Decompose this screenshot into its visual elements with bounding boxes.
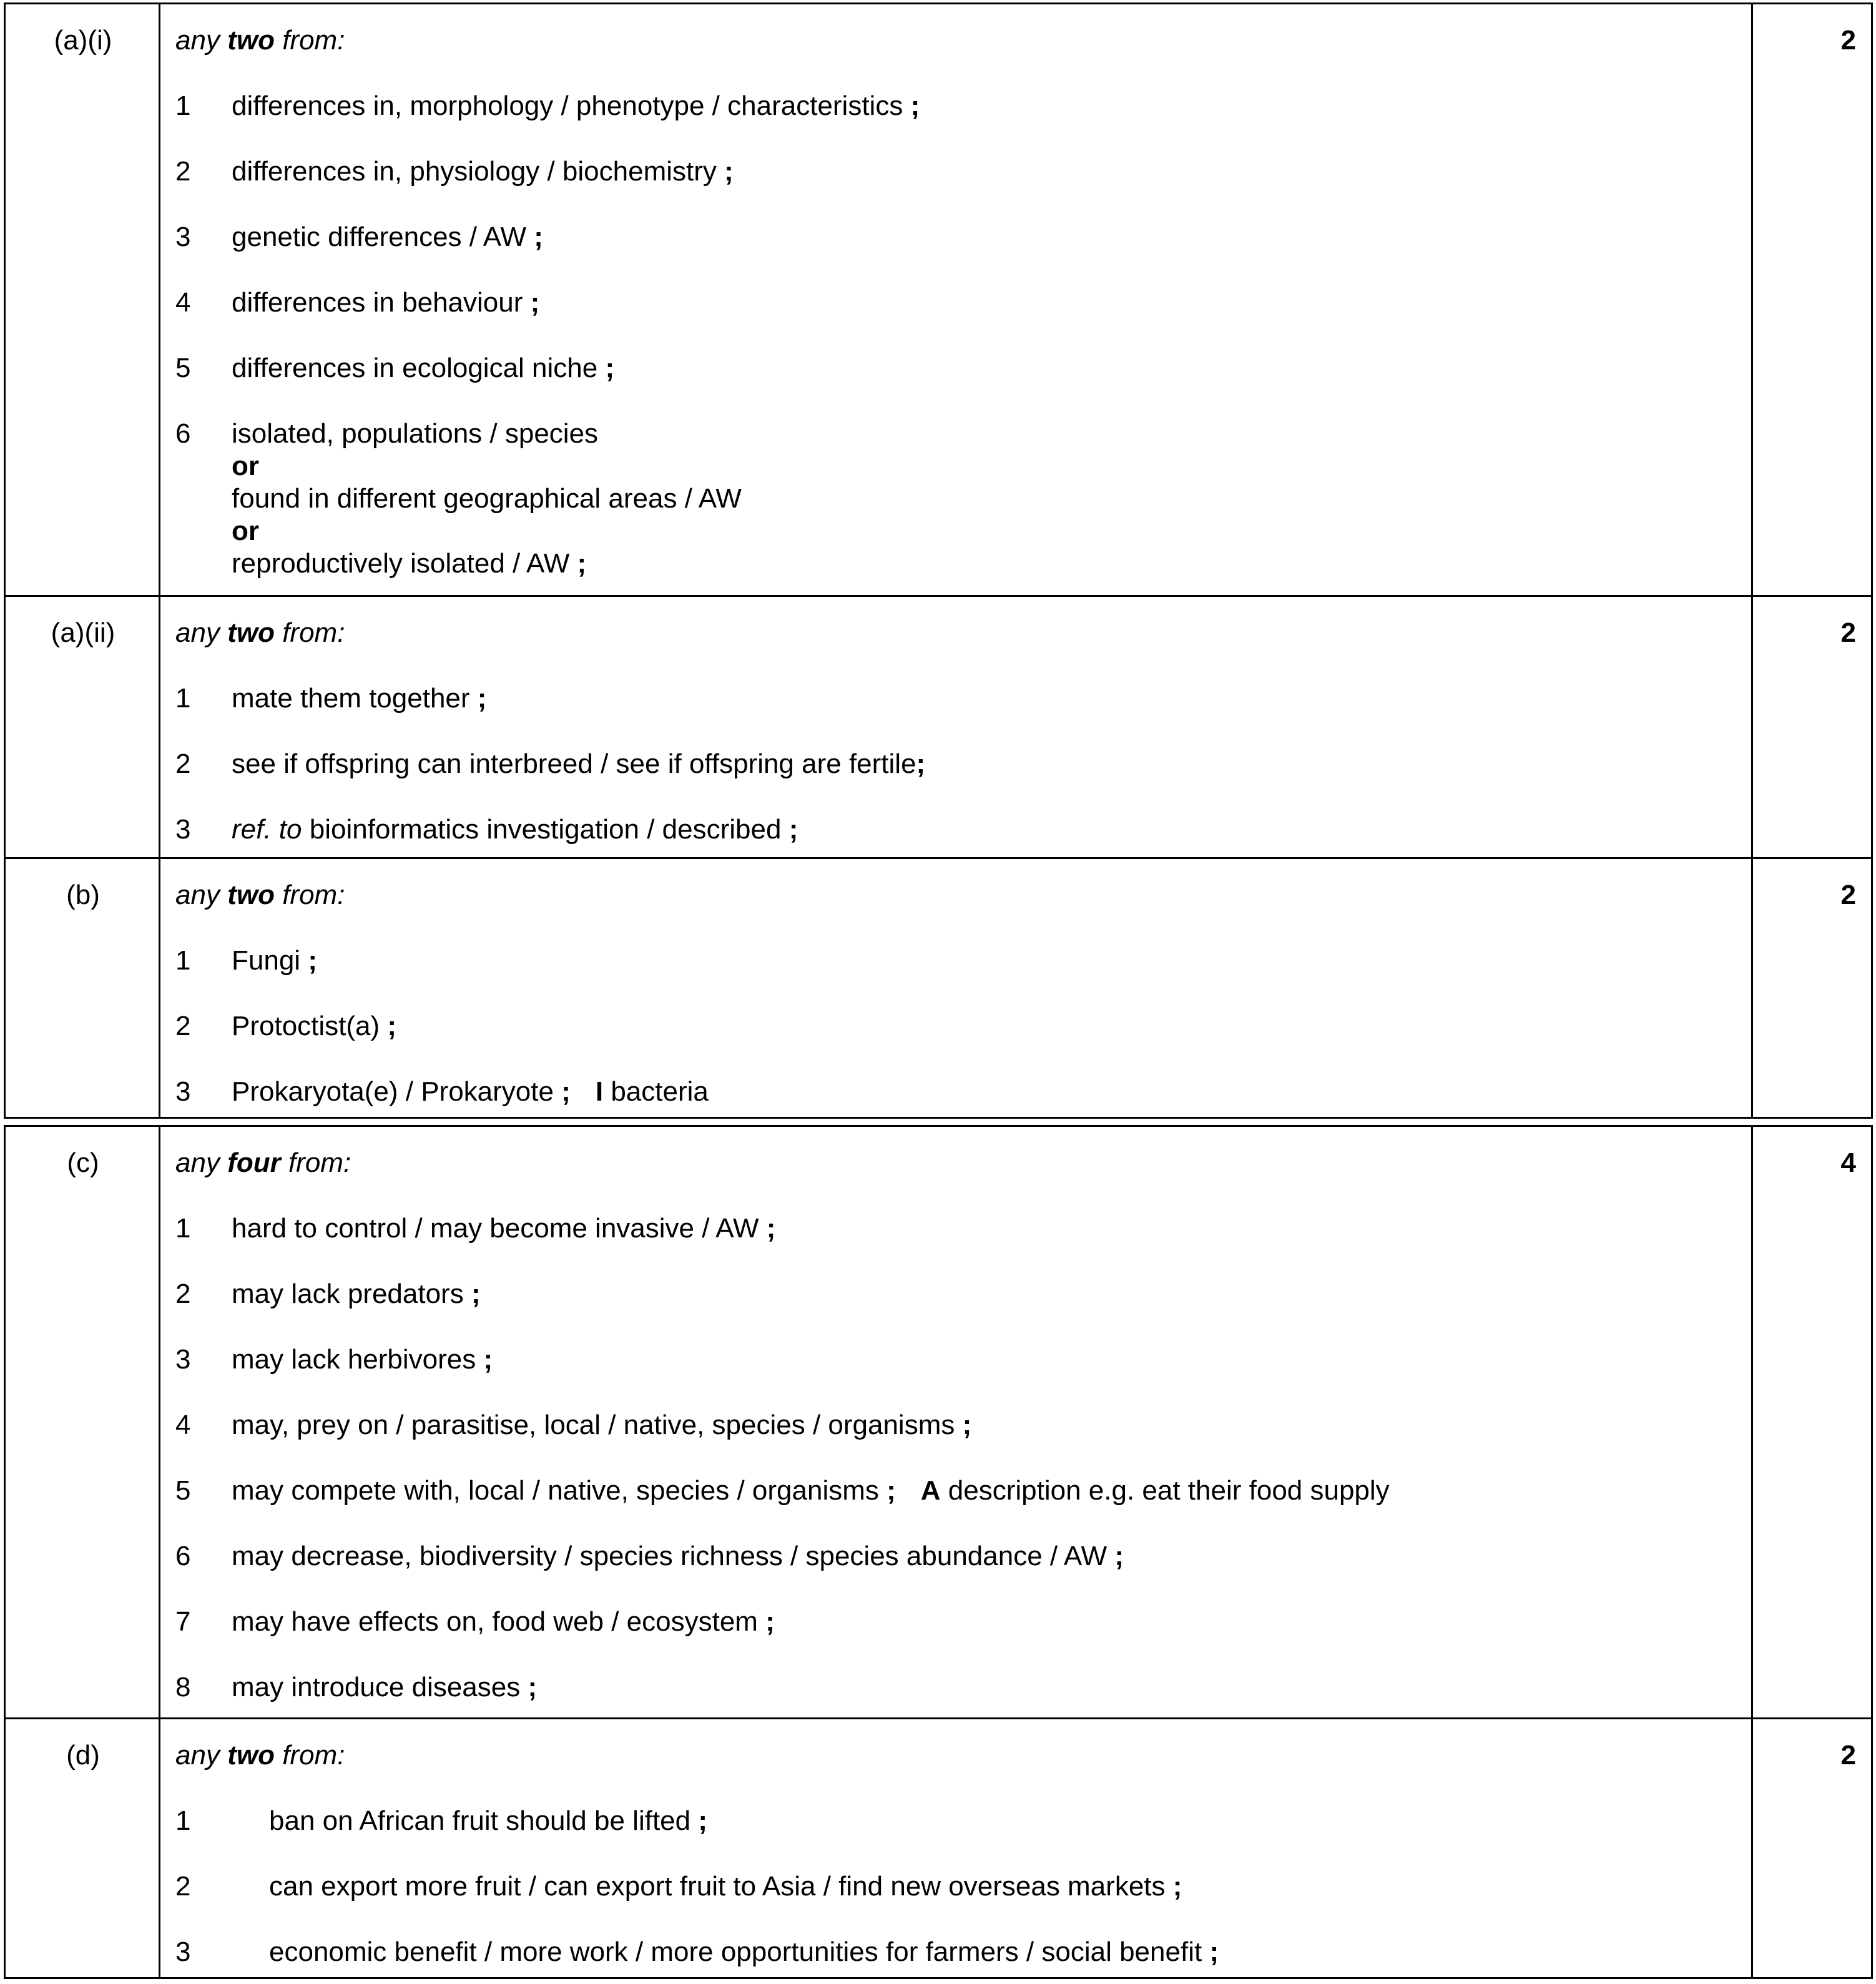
answer-point (175, 945, 1740, 977)
point-number: 5 (175, 1475, 191, 1506)
point-text: bioinformatics investigation / described (309, 814, 782, 845)
or-connector: or (232, 516, 259, 546)
mark-point-separator: ; (534, 222, 543, 252)
answer-intro: any two from: (175, 25, 345, 56)
mark-point-separator: ; (1172, 1871, 1182, 1902)
mark-point-separator: ; (530, 287, 540, 318)
point-text: may decrease, biodiversity / species richness / species abundance / AW (232, 1541, 1107, 1571)
note-text: bacteria (611, 1076, 709, 1107)
point-number: 3 (175, 814, 191, 845)
point-number: 4 (175, 287, 191, 318)
point-text: can export more fruit / can export fruit to Asia / find new overseas markets (269, 1871, 1166, 1902)
point-text: differences in ecological niche (232, 353, 598, 383)
answer-point (175, 1076, 1740, 1108)
answer-point (175, 1278, 1740, 1310)
point-number: 2 (175, 749, 191, 779)
mark-point-separator: ; (483, 1344, 493, 1375)
point-text: differences in behaviour (232, 287, 523, 318)
question-row-c (6, 1127, 1871, 1717)
answer-point (175, 90, 1740, 122)
answer-intro: any two from: (175, 617, 345, 648)
question-column (6, 4, 160, 595)
question-row-d (6, 1717, 1871, 1977)
mark-scheme-table-1 (4, 2, 1873, 1119)
question-row-a-ii (6, 595, 1871, 857)
question-column (6, 1127, 160, 1717)
answer-content (175, 24, 1740, 580)
answer-point (175, 1870, 1740, 1903)
marks-value: 4 (1840, 1147, 1856, 1178)
point-text: see if offspring can interbreed / see if offspring are fertile (232, 749, 916, 779)
answer-point (175, 1540, 1740, 1573)
point-number: 2 (175, 1871, 191, 1902)
mark-point-separator: ; (528, 1672, 538, 1702)
answer-point (175, 1212, 1740, 1245)
point-text: differences in, physiology / biochemistry (232, 156, 717, 187)
point-number: 7 (175, 1606, 191, 1637)
or-connector: or (232, 451, 259, 481)
answer-point (175, 748, 1740, 780)
answer-point (175, 1671, 1740, 1704)
mark-point-separator: ; (766, 1213, 776, 1244)
accept-key: A (920, 1475, 941, 1506)
point-text: may, prey on / parasitise, local / native, species / organisms (232, 1410, 955, 1440)
mark-point-separator: ; (387, 1011, 397, 1041)
point-text: isolated, populations / species (232, 418, 599, 449)
point-number: 2 (175, 1011, 191, 1041)
marks-column (1751, 4, 1871, 595)
point-text: may lack predators (232, 1279, 464, 1309)
marks-value: 2 (1840, 617, 1856, 648)
answer-content (175, 1739, 1740, 1968)
answer-point (175, 1805, 1740, 1837)
mark-point-separator: ; (765, 1606, 775, 1637)
mark-point-separator: ; (962, 1410, 972, 1440)
marks-value: 2 (1840, 1740, 1856, 1770)
answer-content (175, 617, 1740, 846)
answer-point (175, 418, 1740, 580)
ignore-key: I (595, 1076, 604, 1107)
answer-point (175, 1409, 1740, 1441)
answer-point (175, 352, 1740, 385)
point-number: 8 (175, 1672, 191, 1702)
point-text: reproductively isolated / AW (232, 548, 570, 579)
question-label: (a)(ii) (51, 617, 115, 648)
answer-point (175, 1343, 1740, 1376)
point-number: 1 (175, 1213, 191, 1244)
point-number: 3 (175, 222, 191, 252)
mark-point-separator: ; (308, 945, 317, 976)
answer-point (175, 1936, 1740, 1968)
point-text: Prokaryota(e) / Prokaryote (232, 1076, 554, 1107)
point-number: 2 (175, 1279, 191, 1309)
answer-intro: any two from: (175, 1740, 345, 1770)
answer-intro: any four from: (175, 1147, 351, 1178)
point-text: Protoctist(a) (232, 1011, 380, 1041)
mark-point-separator: ; (698, 1805, 707, 1836)
mark-scheme-table-2 (4, 1125, 1873, 1979)
answer-point (175, 155, 1740, 188)
mark-point-separator: ; (577, 548, 587, 579)
answer-content (175, 1147, 1740, 1704)
point-number: 6 (175, 1541, 191, 1571)
answer-intro: any two from: (175, 880, 345, 910)
answer-point (175, 1010, 1740, 1043)
question-label: (a)(i) (54, 25, 112, 56)
note-text: description e.g. eat their food supply (948, 1475, 1390, 1506)
mark-point-separator: ; (477, 683, 487, 714)
point-number: 1 (175, 945, 191, 976)
answer-point (175, 221, 1740, 253)
point-number: 4 (175, 1410, 191, 1440)
point-text: may compete with, local / native, species / organisms (232, 1475, 879, 1506)
marks-column (1751, 1127, 1871, 1717)
mark-point-separator: ; (1209, 1937, 1219, 1967)
point-number: 3 (175, 1076, 191, 1107)
mark-point-separator: ; (561, 1076, 571, 1107)
answer-point (175, 1475, 1740, 1507)
point-text: may have effects on, food web / ecosystem (232, 1606, 758, 1637)
marks-value: 2 (1840, 880, 1856, 910)
mark-point-separator: ; (910, 91, 920, 121)
point-text: mate them together (232, 683, 470, 714)
mark-point-separator: ; (916, 749, 926, 779)
point-text: economic benefit / more work / more opportunities for farmers / social benefit (269, 1937, 1202, 1967)
mark-point-separator: ; (605, 353, 615, 383)
mark-point-separator: ; (788, 814, 798, 845)
point-text: Fungi (232, 945, 301, 976)
question-label: (c) (67, 1147, 99, 1178)
mark-point-separator: ; (724, 156, 734, 187)
mark-point-separator: ; (471, 1279, 481, 1309)
point-text: ban on African fruit should be lifted (269, 1805, 691, 1836)
point-text: may introduce diseases (232, 1672, 521, 1702)
point-number: 5 (175, 353, 191, 383)
question-row-b (6, 857, 1871, 1117)
mark-point-separator: ; (886, 1475, 896, 1506)
question-label: (b) (66, 880, 100, 910)
point-number: 3 (175, 1937, 191, 1967)
point-text: found in different geographical areas / AW (232, 483, 742, 514)
answer-point (175, 1606, 1740, 1638)
answer-point (175, 813, 1740, 846)
point-text: differences in, morphology / phenotype / characteristics (232, 91, 903, 121)
answer-content (175, 879, 1740, 1108)
point-text: hard to control / may become invasive / AW (232, 1213, 759, 1244)
mark-point-separator: ; (1114, 1541, 1124, 1571)
point-number: 1 (175, 1805, 191, 1836)
ref-to-label: ref. to (232, 814, 302, 845)
question-row-a-i (6, 4, 1871, 595)
question-label: (d) (66, 1740, 100, 1770)
point-text: may lack herbivores (232, 1344, 476, 1375)
point-number: 1 (175, 91, 191, 121)
point-number: 6 (175, 418, 191, 449)
point-number: 1 (175, 683, 191, 714)
marks-value: 2 (1840, 25, 1856, 56)
point-number: 2 (175, 156, 191, 187)
answer-point (175, 287, 1740, 319)
point-text: genetic differences / AW (232, 222, 527, 252)
answer-point (175, 682, 1740, 715)
point-number: 3 (175, 1344, 191, 1375)
